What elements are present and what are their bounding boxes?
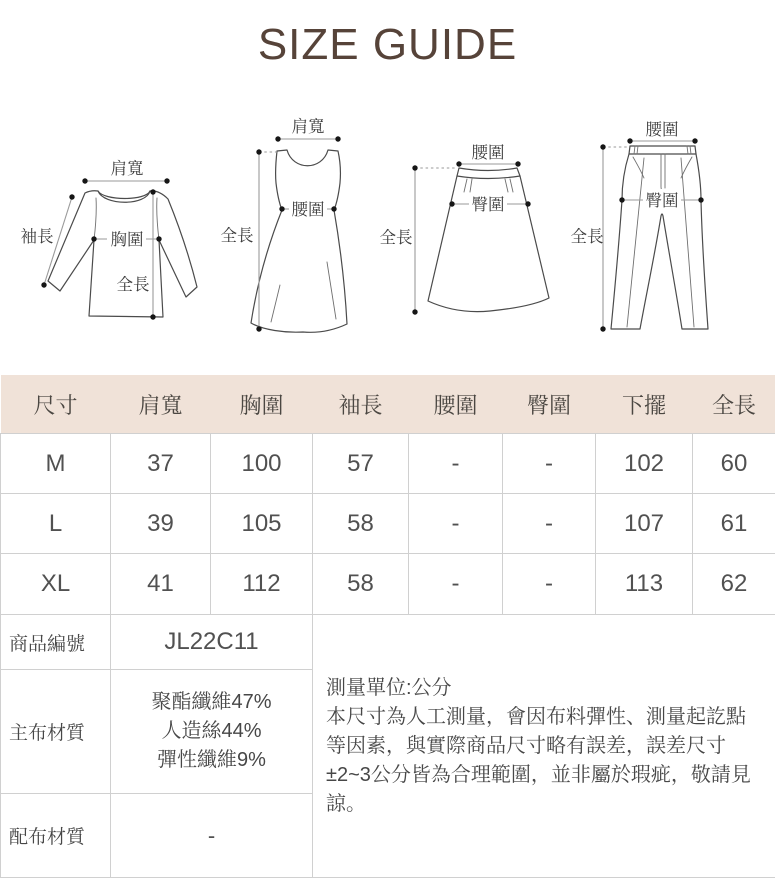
product-code-value: JL22C11 bbox=[111, 615, 313, 670]
garment-diagrams bbox=[0, 100, 775, 375]
top-sleeve-label: 袖長 bbox=[21, 227, 54, 246]
value-cell: 57 bbox=[313, 434, 409, 494]
value-cell: - bbox=[503, 434, 596, 494]
value-cell: 100 bbox=[211, 434, 313, 494]
skirt-diagram bbox=[380, 143, 550, 315]
main-fabric-label: 主布材質 bbox=[1, 670, 111, 794]
header-cell-chest: 胸圍 bbox=[211, 375, 313, 434]
lining-fabric-value: - bbox=[111, 794, 313, 878]
top-diagram bbox=[21, 159, 198, 320]
lining-fabric-label: 配布材質 bbox=[1, 794, 111, 878]
value-cell: 41 bbox=[111, 554, 211, 615]
value-cell: 102 bbox=[596, 434, 693, 494]
header-cell-waist: 腰圍 bbox=[409, 375, 503, 434]
value-cell: 112 bbox=[211, 554, 313, 615]
value-cell: 105 bbox=[211, 494, 313, 554]
pants-waist-label: 腰圍 bbox=[646, 120, 679, 139]
value-cell: - bbox=[503, 494, 596, 554]
fabric-line: 彈性纖維9% bbox=[112, 746, 311, 775]
pants-length-label: 全長 bbox=[571, 227, 604, 246]
table-row-xl bbox=[1, 554, 775, 615]
header-cell-sleeve: 袖長 bbox=[313, 375, 409, 434]
skirt-length-label: 全長 bbox=[380, 228, 413, 247]
value-cell: 60 bbox=[693, 434, 775, 494]
top-chest-label: 胸圍 bbox=[111, 230, 144, 249]
value-cell: 62 bbox=[693, 554, 775, 615]
skirt-waist-label: 腰圍 bbox=[472, 143, 505, 162]
value-cell: 37 bbox=[111, 434, 211, 494]
header-cell-length: 全長 bbox=[693, 375, 775, 434]
top-length-label: 全長 bbox=[117, 275, 150, 294]
value-cell: - bbox=[409, 554, 503, 615]
dress-waist-label: 腰圍 bbox=[292, 200, 325, 219]
header-cell-size: 尺寸 bbox=[1, 375, 111, 434]
table-row-l bbox=[1, 494, 775, 554]
value-cell: 58 bbox=[313, 554, 409, 615]
top-shoulder-label: 肩寬 bbox=[111, 159, 144, 178]
note-body-text: 本尺寸為人工測量，會因布料彈性、測量起訖點等因素，與實際商品尺寸略有誤差，誤差尺寸±2~3公分皆為合理範圍，並非屬於瑕疵，敬請見諒。 bbox=[326, 703, 757, 819]
size-cell: XL bbox=[1, 554, 111, 615]
value-cell: 39 bbox=[111, 494, 211, 554]
table-row-m bbox=[1, 434, 775, 494]
fabric-line: 聚酯纖維47% bbox=[112, 688, 311, 717]
pants-hip-label: 臀圍 bbox=[646, 191, 679, 210]
note-unit-line: 測量單位:公分 bbox=[326, 674, 757, 703]
fabric-line: 人造絲44% bbox=[112, 717, 311, 746]
value-cell: 58 bbox=[313, 494, 409, 554]
header-cell-shoulder: 肩寬 bbox=[111, 375, 211, 434]
value-cell: 61 bbox=[693, 494, 775, 554]
value-cell: - bbox=[409, 494, 503, 554]
dress-length-label: 全長 bbox=[221, 226, 254, 245]
size-table bbox=[0, 375, 775, 878]
header-cell-hip: 臀圍 bbox=[503, 375, 596, 434]
size-cell: M bbox=[1, 434, 111, 494]
page-header bbox=[0, 0, 775, 100]
skirt-hip-label: 臀圍 bbox=[472, 195, 505, 214]
dress-diagram bbox=[221, 117, 348, 332]
value-cell: - bbox=[409, 434, 503, 494]
size-table-header-row bbox=[1, 375, 775, 434]
measurement-note bbox=[313, 615, 775, 878]
pants-diagram bbox=[571, 120, 709, 332]
dress-shoulder-label: 肩寬 bbox=[292, 117, 325, 136]
value-cell: 107 bbox=[596, 494, 693, 554]
product-code-label: 商品編號 bbox=[1, 615, 111, 670]
value-cell: - bbox=[503, 554, 596, 615]
product-code-row bbox=[1, 615, 775, 670]
size-cell: L bbox=[1, 494, 111, 554]
value-cell: 113 bbox=[596, 554, 693, 615]
page-title: SIZE GUIDE bbox=[0, 20, 775, 70]
header-cell-hem: 下擺 bbox=[596, 375, 693, 434]
main-fabric-value bbox=[111, 670, 313, 794]
